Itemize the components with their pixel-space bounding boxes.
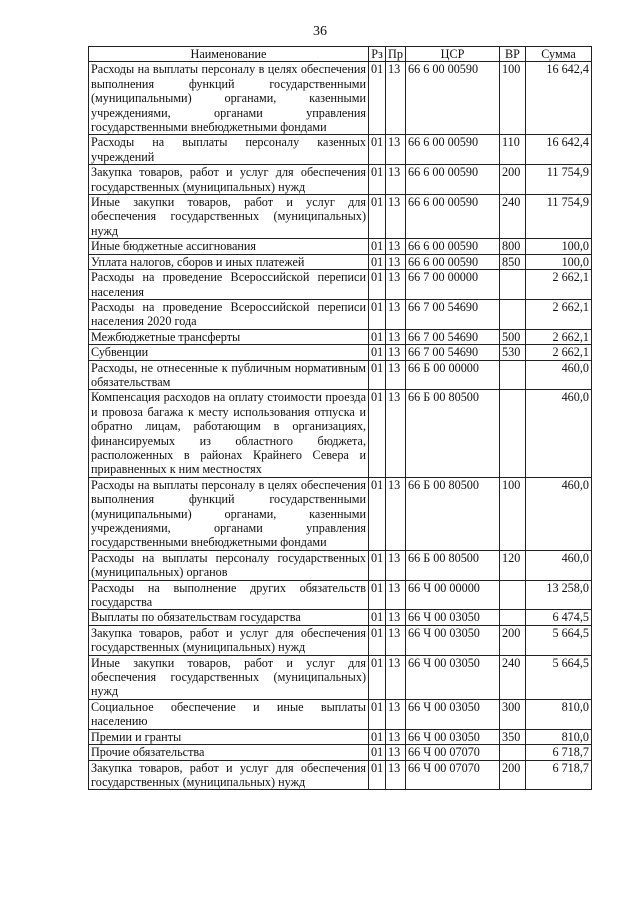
cell-sum: 100,0 [526,239,592,254]
table-row [89,729,592,744]
cell-rz: 01 [369,745,386,760]
cell-sum: 5 664,5 [526,625,592,655]
cell-sum: 2 662,1 [526,329,592,344]
table-row [89,299,592,329]
cell-csr: 66 Ч 00 03050 [406,625,500,655]
cell-pr: 13 [386,390,406,477]
cell-rz: 01 [369,195,386,239]
cell-pr: 13 [386,165,406,195]
cell-vr: 300 [500,699,526,729]
table-row [89,345,592,360]
table-row [89,62,592,135]
cell-name: Межбюджетные трансферты [89,329,369,344]
cell-name: Расходы на выполнение других обязательств государства [89,580,369,610]
cell-csr: 66 Ч 00 07070 [406,745,500,760]
cell-name: Иные закупки товаров, работ и услуг для обеспечения государственных (муниципальных) нужд [89,655,369,699]
cell-vr [500,745,526,760]
cell-rz: 01 [369,299,386,329]
cell-vr: 800 [500,239,526,254]
cell-sum: 11 754,9 [526,195,592,239]
table-row [89,329,592,344]
cell-name: Иные бюджетные ассигнования [89,239,369,254]
cell-vr: 110 [500,135,526,165]
cell-rz: 01 [369,729,386,744]
cell-sum: 460,0 [526,390,592,477]
cell-csr: 66 6 00 00590 [406,62,500,135]
cell-vr: 100 [500,62,526,135]
cell-csr: 66 6 00 00590 [406,165,500,195]
cell-name: Расходы на выплаты персоналу казенных учреждений [89,135,369,165]
cell-rz: 01 [369,329,386,344]
cell-name: Уплата налогов, сборов и иных платежей [89,254,369,269]
cell-rz: 01 [369,239,386,254]
cell-pr: 13 [386,729,406,744]
cell-rz: 01 [369,580,386,610]
cell-sum: 5 664,5 [526,655,592,699]
table-row [89,135,592,165]
page-number: 36 [313,24,327,39]
cell-pr: 13 [386,329,406,344]
cell-vr [500,580,526,610]
cell-pr: 13 [386,254,406,269]
cell-vr: 200 [500,760,526,790]
cell-rz: 01 [369,135,386,165]
table-row [89,580,592,610]
table-header [89,47,592,62]
table-row [89,239,592,254]
cell-vr: 100 [500,477,526,550]
cell-pr: 13 [386,477,406,550]
header-pr: Пр [386,47,406,62]
cell-vr: 200 [500,625,526,655]
cell-sum: 16 642,4 [526,135,592,165]
cell-vr: 500 [500,329,526,344]
cell-sum: 810,0 [526,699,592,729]
cell-sum: 2 662,1 [526,299,592,329]
cell-name: Расходы, не отнесенные к публичным нормативным обязательствам [89,360,369,390]
cell-vr: 120 [500,550,526,580]
cell-vr: 240 [500,655,526,699]
cell-sum: 13 258,0 [526,580,592,610]
cell-sum: 6 718,7 [526,760,592,790]
table-row [89,625,592,655]
header-vr: ВР [500,47,526,62]
cell-name: Закупка товаров, работ и услуг для обеспечения государственных (муниципальных) нужд [89,625,369,655]
cell-vr: 350 [500,729,526,744]
cell-pr: 13 [386,270,406,300]
cell-name: Расходы на выплаты персоналу в целях обеспечения выполнения функций государственными (муниципальными) органами, казенными учреждениями, органами управления государственными внебюджетными фондами [89,477,369,550]
cell-rz: 01 [369,345,386,360]
cell-sum: 100,0 [526,254,592,269]
cell-pr: 13 [386,239,406,254]
cell-csr: 66 Б 00 80500 [406,550,500,580]
cell-vr [500,390,526,477]
cell-sum: 2 662,1 [526,270,592,300]
cell-csr: 66 Ч 00 03050 [406,610,500,625]
table-row [89,195,592,239]
table-row [89,610,592,625]
table-row [89,655,592,699]
cell-name: Расходы на выплаты персоналу в целях обеспечения выполнения функций государственными (муниципальными) органами, казенными учреждениями, органами управления государственными внебюджетными фондами [89,62,369,135]
cell-name: Прочие обязательства [89,745,369,760]
table-row [89,270,592,300]
cell-name: Закупка товаров, работ и услуг для обеспечения государственных (муниципальных) нужд [89,760,369,790]
cell-csr: 66 Б 00 80500 [406,390,500,477]
cell-csr: 66 7 00 54690 [406,299,500,329]
cell-name: Закупка товаров, работ и услуг для обеспечения государственных (муниципальных) нужд [89,165,369,195]
cell-rz: 01 [369,625,386,655]
cell-csr: 66 7 00 00000 [406,270,500,300]
cell-sum: 6 474,5 [526,610,592,625]
cell-csr: 66 Ч 00 07070 [406,760,500,790]
table-row [89,699,592,729]
cell-csr: 66 6 00 00590 [406,135,500,165]
cell-name: Компенсация расходов на оплату стоимости проезда и провоза багажа к месту использования отпуска и обратно лицам, работающим в организациях, финансируемых из областного бюджета, расположенных в районах Крайнего Севера и приравненных к ним местностях [89,390,369,477]
cell-rz: 01 [369,655,386,699]
cell-sum: 460,0 [526,550,592,580]
cell-rz: 01 [369,62,386,135]
cell-csr: 66 Ч 00 03050 [406,729,500,744]
cell-rz: 01 [369,254,386,269]
cell-csr: 66 Ч 00 03050 [406,655,500,699]
header-sum: Сумма [526,47,592,62]
header-csr: ЦСР [406,47,500,62]
cell-csr: 66 6 00 00590 [406,195,500,239]
table-row [89,745,592,760]
cell-pr: 13 [386,760,406,790]
cell-name: Расходы на проведение Всероссийской переписи населения [89,270,369,300]
cell-pr: 13 [386,550,406,580]
cell-rz: 01 [369,760,386,790]
cell-pr: 13 [386,625,406,655]
table-row [89,360,592,390]
cell-csr: 66 Б 00 00000 [406,360,500,390]
cell-pr: 13 [386,655,406,699]
cell-vr: 200 [500,165,526,195]
cell-csr: 66 Ч 00 00000 [406,580,500,610]
table-row [89,760,592,790]
cell-name: Расходы на выплаты персоналу государственных (муниципальных) органов [89,550,369,580]
cell-vr: 240 [500,195,526,239]
cell-rz: 01 [369,699,386,729]
budget-table [88,46,592,790]
cell-pr: 13 [386,745,406,760]
cell-pr: 13 [386,195,406,239]
cell-vr [500,610,526,625]
cell-pr: 13 [386,360,406,390]
cell-csr: 66 6 00 00590 [406,239,500,254]
table-body [89,62,592,790]
cell-pr: 13 [386,610,406,625]
cell-vr: 530 [500,345,526,360]
cell-name: Выплаты по обязательствам государства [89,610,369,625]
cell-pr: 13 [386,699,406,729]
table-row [89,390,592,477]
cell-sum: 460,0 [526,360,592,390]
cell-name: Социальное обеспечение и иные выплаты населению [89,699,369,729]
cell-name: Премии и гранты [89,729,369,744]
table-row [89,550,592,580]
cell-rz: 01 [369,360,386,390]
cell-sum: 2 662,1 [526,345,592,360]
cell-csr: 66 6 00 00590 [406,254,500,269]
cell-rz: 01 [369,390,386,477]
header-rz: Рз [369,47,386,62]
cell-pr: 13 [386,135,406,165]
cell-pr: 13 [386,299,406,329]
table-row [89,165,592,195]
cell-pr: 13 [386,580,406,610]
cell-sum: 11 754,9 [526,165,592,195]
cell-name: Субвенции [89,345,369,360]
cell-sum: 16 642,4 [526,62,592,135]
cell-rz: 01 [369,270,386,300]
table-row [89,254,592,269]
cell-vr [500,360,526,390]
cell-pr: 13 [386,62,406,135]
cell-vr: 850 [500,254,526,269]
header-row [89,47,592,62]
cell-vr [500,270,526,300]
cell-csr: 66 Б 00 80500 [406,477,500,550]
cell-vr [500,299,526,329]
cell-sum: 6 718,7 [526,745,592,760]
cell-csr: 66 7 00 54690 [406,329,500,344]
cell-name: Иные закупки товаров, работ и услуг для обеспечения государственных (муниципальных) нужд [89,195,369,239]
cell-name: Расходы на проведение Всероссийской переписи населения 2020 года [89,299,369,329]
header-name: Наименование [89,47,369,62]
cell-rz: 01 [369,165,386,195]
cell-rz: 01 [369,477,386,550]
table-row [89,477,592,550]
cell-pr: 13 [386,345,406,360]
cell-csr: 66 7 00 54690 [406,345,500,360]
cell-rz: 01 [369,610,386,625]
cell-csr: 66 Ч 00 03050 [406,699,500,729]
cell-sum: 810,0 [526,729,592,744]
cell-rz: 01 [369,550,386,580]
cell-sum: 460,0 [526,477,592,550]
